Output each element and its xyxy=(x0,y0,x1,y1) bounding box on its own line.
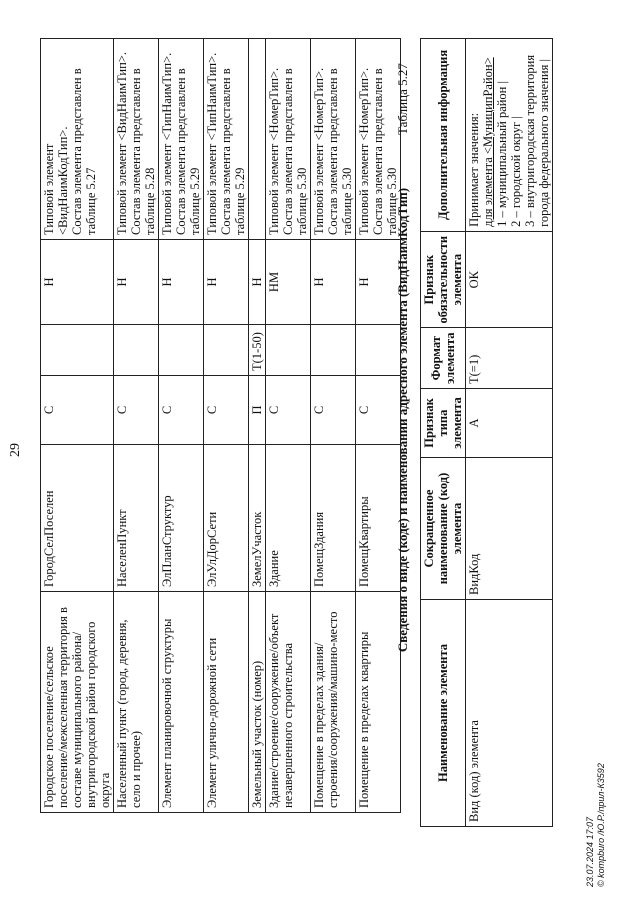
cell-name: Элемент улично-дорожной сети xyxy=(204,592,249,813)
cell-required: ОК xyxy=(466,231,553,328)
cell-format xyxy=(266,325,311,376)
info-line: Принимает значения: xyxy=(467,112,481,227)
page-number: 29 xyxy=(8,443,23,457)
cell-format: T(1-50) xyxy=(249,325,266,376)
table-row xyxy=(114,39,159,813)
stamp-line: 23.07.2024 17:07 xyxy=(585,816,595,887)
info-line: Состав элемента представлен в таблице 5.30 xyxy=(326,68,354,235)
cell-short: ГородСелПоселен xyxy=(41,445,114,592)
cell-name: Здание/строение/сооружение/объект незавершенного строительства xyxy=(266,592,311,813)
cell-short: Здание xyxy=(266,445,311,592)
table-title: Сведения о виде (коде) и наименовании адресного элемента (ВидНаимКодТип) xyxy=(395,187,410,653)
cell-format xyxy=(356,325,401,376)
cell-name: Помещение в пределах квартиры xyxy=(356,592,401,813)
cell-type-flag: П xyxy=(249,376,266,445)
cell-info xyxy=(204,39,249,240)
table-row xyxy=(466,39,553,827)
cell-format xyxy=(159,325,204,376)
header-format: Формат элемента xyxy=(421,328,466,389)
cell-format xyxy=(204,325,249,376)
cell-required: Н xyxy=(41,240,114,325)
cell-type-flag: С xyxy=(311,376,356,445)
cell-type-flag: С xyxy=(356,376,401,445)
cell-type-flag: С xyxy=(41,376,114,445)
cell-type-flag: С xyxy=(159,376,204,445)
cell-info xyxy=(41,39,114,240)
table-row xyxy=(266,39,311,813)
cell-required: Н xyxy=(356,240,401,325)
info-line: Состав элемента представлен в таблице 5.30 xyxy=(281,68,309,235)
header-required: Признак обязательности элемента xyxy=(421,231,466,328)
cell-info xyxy=(114,39,159,240)
cell-name: Вид (код) элемента xyxy=(466,600,553,827)
cell-info xyxy=(266,39,311,240)
table-row xyxy=(41,39,114,813)
document-stamp xyxy=(585,763,607,887)
header-row xyxy=(421,39,466,827)
header-type-flag: Признак типа элемента xyxy=(421,389,466,458)
cell-required: Н xyxy=(159,240,204,325)
table-row xyxy=(159,39,204,813)
cell-type-flag: С xyxy=(266,376,311,445)
info-line: Состав элемента представлен в таблице 5.29 xyxy=(219,68,247,235)
cell-short: ВидКод xyxy=(466,458,553,600)
cell-short: ЗемелУчасток xyxy=(249,445,266,592)
info-line: Типовой элемент <НомерТип>. xyxy=(267,67,281,235)
cell-type-flag: С xyxy=(204,376,249,445)
table-row xyxy=(249,39,266,813)
cell-format: T(=1) xyxy=(466,328,553,389)
info-line: 1 – муниципальный район | xyxy=(495,80,509,227)
cell-type-flag: С xyxy=(114,376,159,445)
cell-info xyxy=(249,39,266,240)
info-line: для элемента <МуниципРайон> xyxy=(481,57,495,227)
info-line: Состав элемента представлен в таблице 5.28 xyxy=(129,68,157,235)
header-name: Наименование элемента xyxy=(421,600,466,827)
cell-format xyxy=(41,325,114,376)
cell-info xyxy=(466,39,553,232)
cell-required: Н xyxy=(114,240,159,325)
cell-short: ПомещЗдания xyxy=(311,445,356,592)
cell-name: Помещение в пределах здания/строения/сооружения/машино-место xyxy=(311,592,356,813)
cell-info xyxy=(159,39,204,240)
cell-required: Н xyxy=(249,240,266,325)
table-row xyxy=(356,39,401,813)
cell-required: НМ xyxy=(266,240,311,325)
info-line: Состав элемента представлен в таблице 5.27 xyxy=(70,68,98,235)
cell-short: НаселенПункт xyxy=(114,445,159,592)
info-line: 3 – внутригородская территория города федерального значения | xyxy=(523,54,551,227)
cell-info xyxy=(311,39,356,240)
table-row xyxy=(311,39,356,813)
cell-required: Н xyxy=(204,240,249,325)
cell-format xyxy=(114,325,159,376)
cell-info xyxy=(356,39,401,240)
info-line: Типовой элемент <ТипНаимТип>. xyxy=(205,52,219,235)
address-element-table xyxy=(420,38,553,827)
stamp-line: © kompburo /Ю.Р./прил-К3592 xyxy=(596,763,606,887)
continued-table xyxy=(40,38,401,813)
info-line: Типовой элемент <ТипНаимТип>. xyxy=(160,52,174,235)
cell-short: ЭлПланСтруктур xyxy=(159,445,204,592)
table-row xyxy=(204,39,249,813)
cell-short: ЭлУлДорСети xyxy=(204,445,249,592)
info-line: Типовой элемент <НомерТип>. xyxy=(357,67,371,235)
continued-table-body xyxy=(41,39,401,813)
cell-required: Н xyxy=(311,240,356,325)
cell-format xyxy=(311,325,356,376)
info-line: 2 – городской округ | xyxy=(509,116,523,227)
header-short: Сокращенное наименование (код) элемента xyxy=(421,458,466,600)
cell-short: ПомещКвартиры xyxy=(356,445,401,592)
cell-name: Элемент планировочной структуры xyxy=(159,592,204,813)
info-line: Типовой элемент <НомерТип>. xyxy=(312,67,326,235)
info-line: Типовой элемент <ВидНаимТип>. xyxy=(115,52,129,235)
cell-name: Земельный участок (номер) xyxy=(249,592,266,813)
info-line: Состав элемента представлен в таблице 5.29 xyxy=(174,68,202,235)
info-line: Состав элемента представлен в таблице 5.30 xyxy=(371,68,399,235)
table-caption: Таблица 5.27 xyxy=(395,63,410,135)
cell-name: Населенный пункт (город, деревня, село и прочее) xyxy=(114,592,159,813)
header-info: Дополнительная информация xyxy=(421,39,466,232)
cell-name: Городское поселение/сельское поселение/межселенная территория в составе муниципального района/внутригородской район городского округа xyxy=(41,592,114,813)
cell-type-flag: А xyxy=(466,389,553,458)
info-line: Типовой элемент <ВидНаимКодТип>. xyxy=(42,126,70,235)
